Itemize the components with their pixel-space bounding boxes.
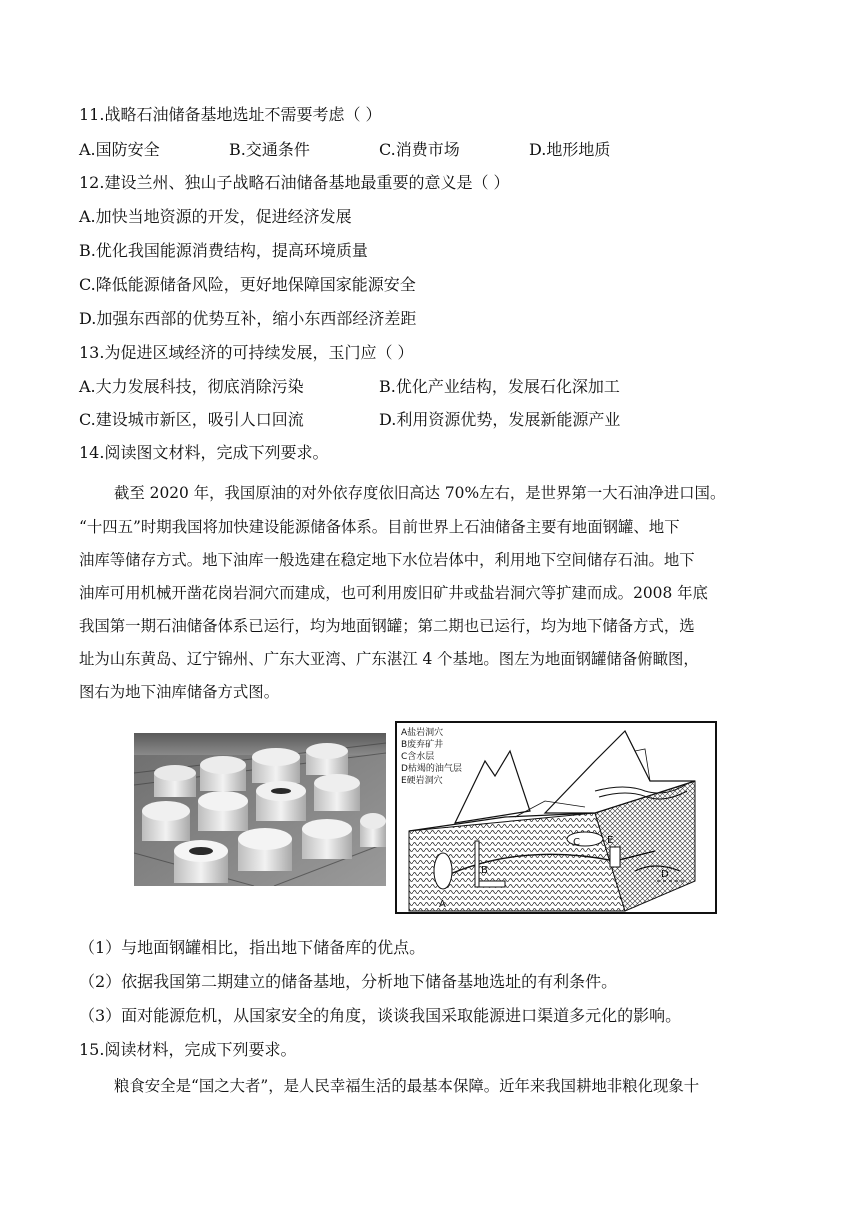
q12-option-b: B.优化我国能源消费结构，提高环境质量 bbox=[79, 241, 368, 260]
q14-stem: 14.阅读图文材料，完成下列要求。 bbox=[79, 443, 329, 462]
legend-entry: B废弃矿井 bbox=[401, 740, 444, 750]
q13-option-d: D.利用资源优势，发展新能源产业 bbox=[379, 410, 621, 429]
label-b: B bbox=[481, 865, 488, 876]
q13-option-c: C.建设城市新区，吸引人口回流 bbox=[79, 410, 304, 429]
q14-passage-line: 址为山东黄岛、辽宁锦州、广东大亚湾、广东湛江 4 个基地。图左为地面钢罐储备俯瞰图， bbox=[79, 650, 699, 668]
q14-passage-line: 油库可用机械开凿花岗岩洞穴而建成，也可利用废旧矿井或盐岩洞穴等扩建而成。2008 年底 bbox=[79, 584, 708, 602]
q14-sub-question-3: （3）面对能源危机，从国家安全的角度，谈谈我国采取能源进口渠道多元化的影响。 bbox=[79, 1006, 682, 1025]
underground-storage-diagram bbox=[395, 721, 717, 914]
q14-passage-line: 我国第一期石油储备体系已运行，均为地面钢罐；第二期也已运行，均为地下储备方式，选 bbox=[79, 617, 695, 635]
q13-option-a: A.大力发展科技，彻底消除污染 bbox=[79, 377, 304, 396]
q15-passage-line: 粮食安全是“国之大者”，是人民幸福生活的最基本保障。近年来我国耕地非粮化现象十 bbox=[114, 1077, 700, 1095]
legend-entry: D枯竭的油气层 bbox=[401, 764, 462, 774]
q11-stem: 11.战略石油储备基地选址不需要考虑（ ） bbox=[79, 105, 382, 124]
q14-passage-line: 截至 2020 年，我国原油的对外依存度依旧高达 70%左右，是世界第一大石油净进口国。 bbox=[114, 484, 726, 502]
q15-stem: 15.阅读材料，完成下列要求。 bbox=[79, 1040, 297, 1059]
q12-stem: 12.建设兰州、独山子战略石油储备基地最重要的意义是（ ） bbox=[79, 173, 510, 192]
q14-sub-question-2: （2）依据我国第二期建立的储备基地，分析地下储备基地选址的有利条件。 bbox=[79, 972, 618, 991]
q11-option-c: C.消费市场 bbox=[379, 140, 460, 159]
q14-passage-line: 油库等储存方式。地下油库一般选建在稳定地下水位岩体中，利用地下空间储存石油。地下 bbox=[79, 551, 695, 569]
q12-option-c: C.降低能源储备风险，更好地保障国家能源安全 bbox=[79, 275, 416, 294]
q11-option-a: A.国防安全 bbox=[79, 140, 160, 159]
steel-tank-photo bbox=[134, 733, 386, 886]
legend-entry: A盐岩洞穴 bbox=[401, 728, 444, 738]
q13-stem: 13.为促进区域经济的可持续发展，玉门应（ ） bbox=[79, 343, 414, 362]
q11-option-d: D.地形地质 bbox=[529, 140, 611, 159]
label-a: A bbox=[439, 899, 446, 910]
label-e: E bbox=[607, 835, 614, 846]
legend-entry: C含水层 bbox=[401, 752, 435, 762]
legend-entry: E硬岩洞穴 bbox=[401, 776, 443, 786]
q14-passage-line: 图右为地下油库储备方式图。 bbox=[79, 683, 280, 701]
q13-option-b: B.优化产业结构，发展石化深加工 bbox=[379, 377, 620, 396]
q12-option-d: D.加强东西部的优势互补，缩小东西部经济差距 bbox=[79, 309, 417, 328]
q14-sub-question-1: （1）与地面钢罐相比，指出地下储备库的优点。 bbox=[79, 938, 426, 957]
q14-passage-line: “十四五”时期我国将加快建设能源储备体系。目前世界上石油储备主要有地面钢罐、地下 bbox=[79, 518, 680, 536]
label-d: D bbox=[661, 869, 669, 880]
q11-option-b: B.交通条件 bbox=[229, 140, 310, 159]
label-c: C bbox=[573, 837, 580, 848]
q12-option-a: A.加快当地资源的开发，促进经济发展 bbox=[79, 207, 352, 226]
